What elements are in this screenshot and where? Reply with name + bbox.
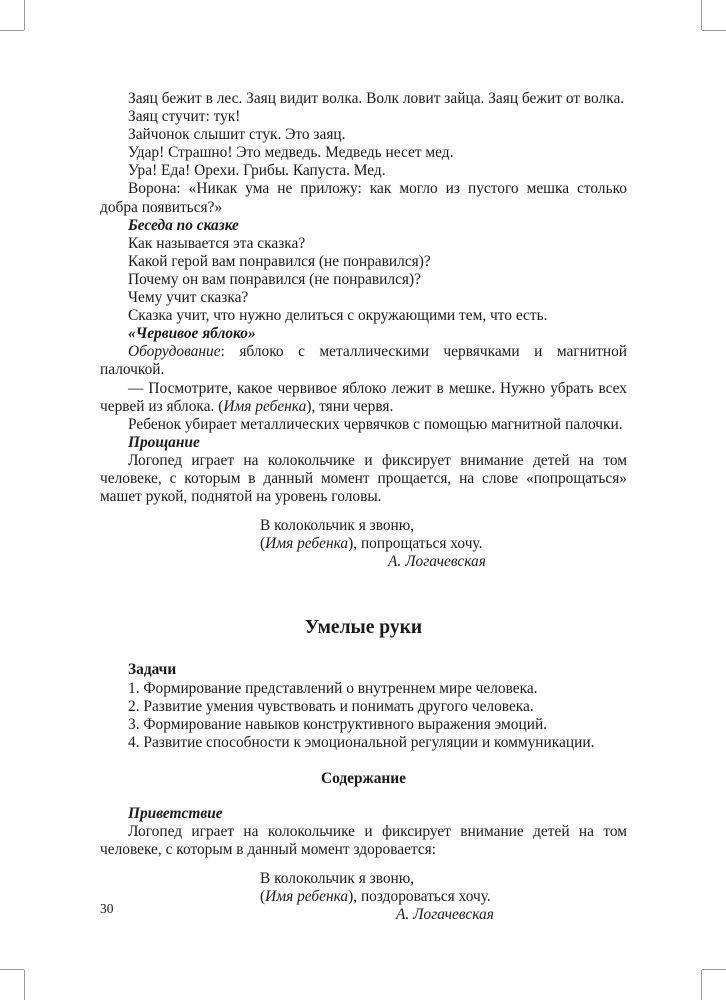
equipment-line <box>100 343 627 379</box>
text-line: Удар! Страшно! Это медведь. Медведь несет мед. <box>128 144 454 162</box>
poem-line: В колокольчик я звоню, <box>260 870 415 888</box>
crop-mark <box>0 30 24 31</box>
task-item: 1. Формирование представлений о внутреннем мире человека. <box>128 679 538 697</box>
crop-mark <box>702 30 726 31</box>
greeting-poem <box>260 870 627 924</box>
child-name-placeholder: Имя ребенка <box>265 888 349 906</box>
poem-line <box>260 535 627 553</box>
speech-text: ), тяни червя. <box>306 397 394 415</box>
text-line: Ворона: «Никак ума не приложу: как могло из пустого мешка столько добра появиться?» <box>100 180 627 216</box>
question-line: Почему он вам понравился (не понравился)? <box>128 270 421 288</box>
crop-mark <box>701 0 702 30</box>
task-item: 4. Развитие способности к эмоциональной регуляции и коммуникации. <box>128 733 595 751</box>
poem-text: ( <box>260 535 266 553</box>
task-item: 3. Формирование навыков конструктивного выражения эмоций. <box>128 715 548 733</box>
farewell-paragraph: Логопед играет на колокольчике и фиксирует внимание детей на том человеке, с которым в данный момент прощается, на слове «попрощаться» машет рукой, поднятой на уровень головы. <box>100 451 627 506</box>
crop-mark <box>701 970 702 1000</box>
equipment-text: : яблоко с металлическими червячками и магнитной палочкой. <box>100 343 627 379</box>
task-item: 2. Развитие умения чувствовать и понимать другого человека. <box>128 697 534 715</box>
poem-author: А. Логачевская <box>396 906 494 924</box>
farewell-poem <box>260 517 627 571</box>
child-name-placeholder: Имя ребенка <box>223 397 307 415</box>
greeting-paragraph: Логопед играет на колокольчике и фиксирует внимание детей на том человеке, с которым в данный момент здоровается: <box>100 823 627 859</box>
subheading-greeting: Приветствие <box>128 805 223 822</box>
page-content <box>100 90 627 925</box>
speech-paragraph <box>100 380 627 416</box>
page-number: 30 <box>100 901 114 916</box>
tasks-heading: Задачи <box>128 661 177 679</box>
poem-text: ), попрощаться хочу. <box>348 535 483 553</box>
question-line: Чему учит сказка? <box>128 289 249 307</box>
poem-text: ), поздороваться хочу. <box>348 888 491 906</box>
crop-mark <box>24 0 25 30</box>
crop-mark <box>24 970 25 1000</box>
subheading-talk: Беседа по сказке <box>128 216 239 234</box>
subheading-apple: «Червивое яблоко» <box>128 325 256 343</box>
question-line: Какой герой вам понравился (не понравился)? <box>128 252 431 270</box>
content-heading: Содержание <box>321 769 406 787</box>
subheading-farewell: Прощание <box>128 433 200 451</box>
poem-line: В колокольчик я звоню, <box>260 517 415 535</box>
question-line: Как называется эта сказка? <box>128 234 306 252</box>
poem-author: А. Логачевская <box>388 553 486 571</box>
poem-text: ( <box>260 888 266 906</box>
action-line: Ребенок убирает металлических червячков с помощью магнитной палочки. <box>128 415 623 433</box>
crop-mark <box>0 969 24 970</box>
text-line: Ура! Еда! Орехи. Грибы. Капуста. Мед. <box>128 162 386 180</box>
child-name-placeholder: Имя ребенка <box>265 535 349 553</box>
speech-text: — Посмотрите, какое червивое яблоко лежит в мешке. Нужно убрать всех червей из яблока. ( <box>100 379 627 415</box>
equipment-label: Оборудование <box>128 343 221 361</box>
section-title: Умелые руки <box>304 617 423 639</box>
poem-line <box>260 888 627 906</box>
crop-mark <box>702 969 726 970</box>
text-line: Заяц стучит: тук! <box>128 108 241 126</box>
text-line: Зайчонок слышит стук. Это заяц. <box>128 126 346 144</box>
answer-line: Сказка учит, что нужно делиться с окружающими тем, что есть. <box>128 307 548 325</box>
text-line: Заяц бежит в лес. Заяц видит волка. Волк ловит зайца. Заяц бежит от волка. <box>128 90 625 107</box>
